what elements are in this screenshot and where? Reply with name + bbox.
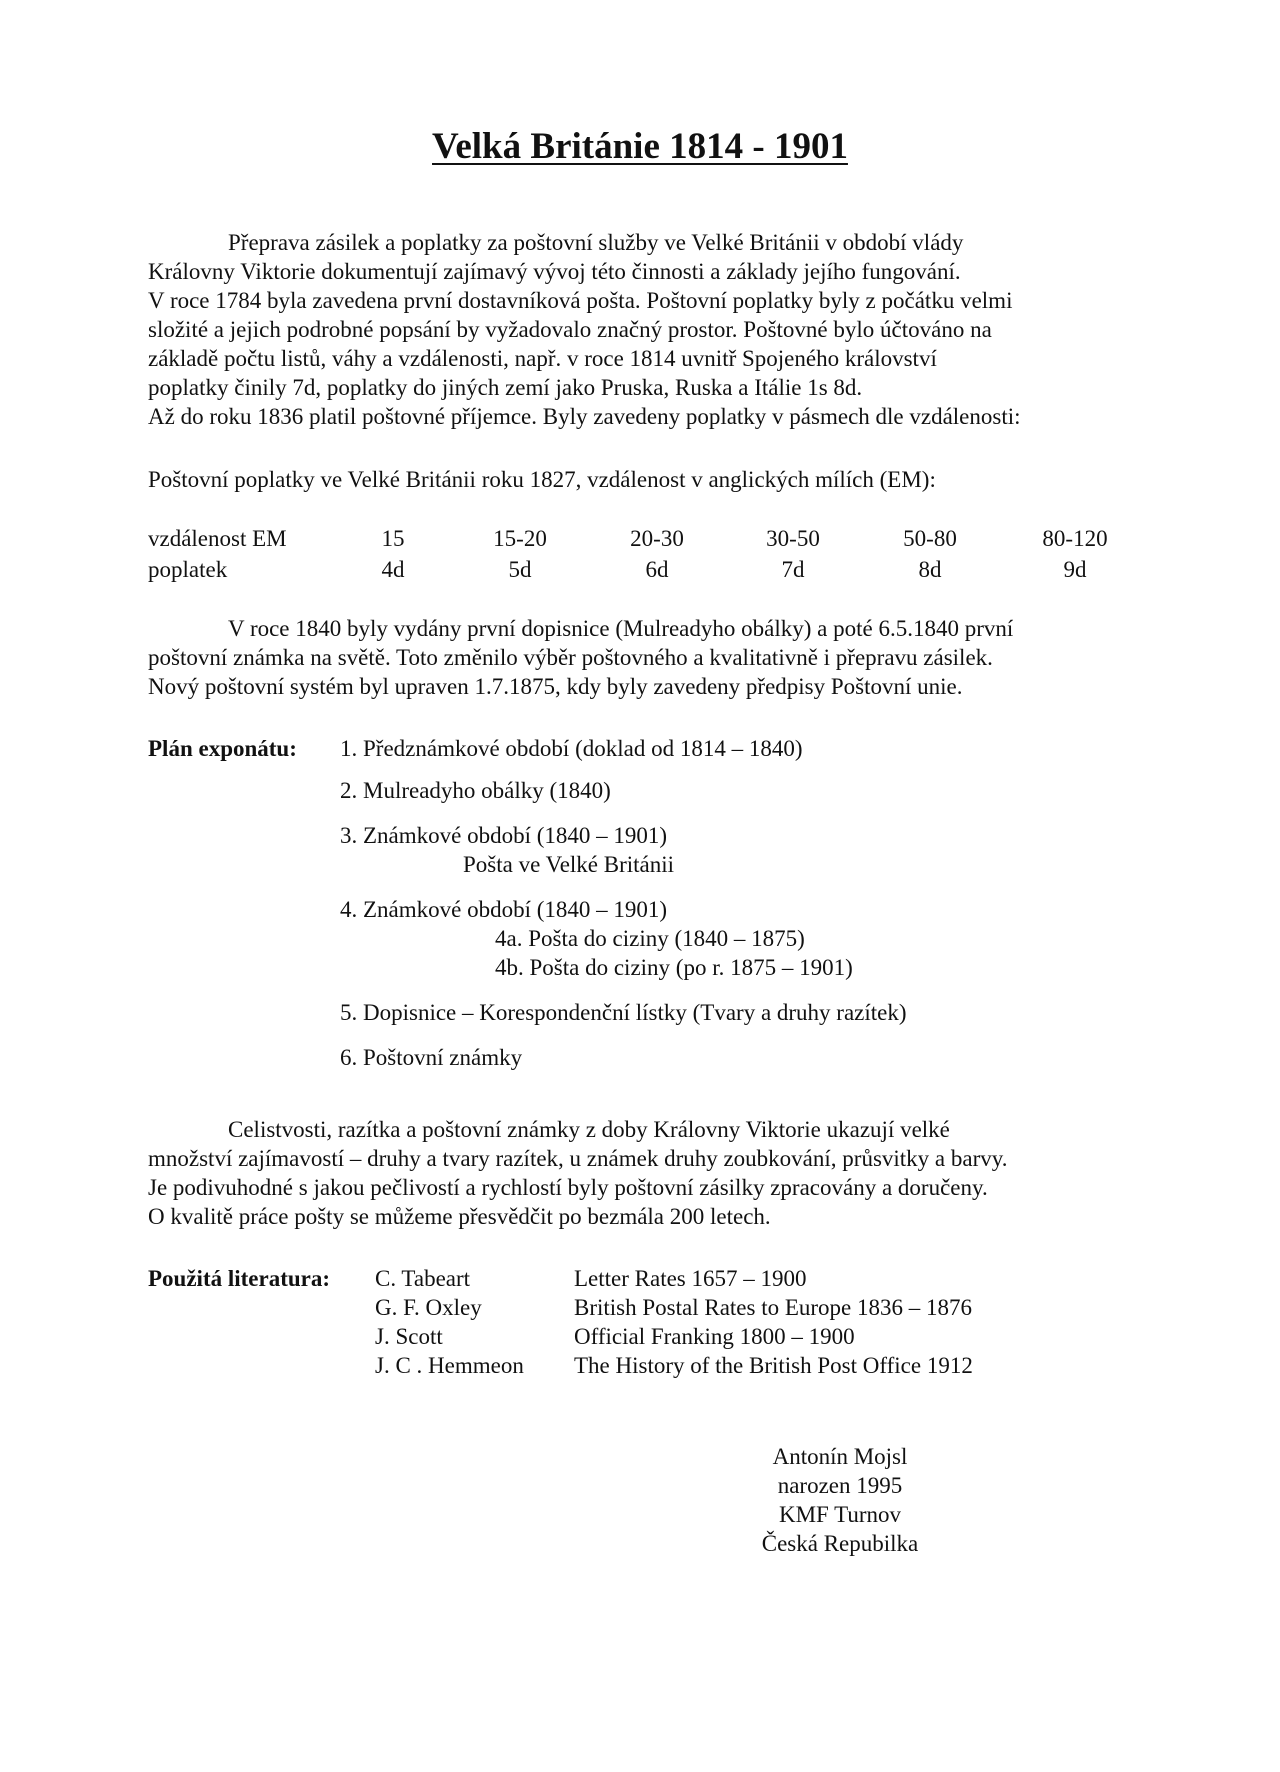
rates-row-label: vzdálenost EM — [148, 526, 287, 551]
plan-item: 3. Známkové období (1840 – 1901) — [340, 823, 668, 848]
rates-heading: Poštovní poplatky ve Velké Británii roku 1827, vzdálenost v anglických mílích (EM): — [148, 467, 936, 492]
intro-line: složité a jejich podrobné popsání by vyžadovalo značný prostor. Poštovné bylo účtováno na — [148, 317, 992, 342]
rate-cell: 6d — [645, 557, 669, 582]
para2-line: poštovní známka na světě. Toto změnilo výběr poštovného a kvalitativně i přepravu zásilek. — [148, 645, 993, 670]
para2-line: Nový poštovní systém byl upraven 1.7.1875, kdy byly zavedeny předpisy Poštovní unie. — [148, 674, 963, 699]
plan-subitem: Pošta ve Velké Británii — [463, 852, 675, 877]
distance-cell: 80-120 — [1042, 526, 1108, 551]
literature-title: Official Franking 1800 – 1900 — [574, 1324, 855, 1349]
author-birth: narozen 1995 — [777, 1473, 903, 1498]
distance-cell: 15 — [381, 526, 405, 551]
plan-subitem: 4b. Pošta do ciziny (po r. 1875 – 1901) — [495, 955, 853, 980]
distance-cell: 50-80 — [903, 526, 957, 551]
plan-item: 1. Předznámkové období (doklad od 1814 – 1840) — [340, 736, 803, 761]
signature-block — [740, 1442, 940, 1558]
rate-cell: 7d — [781, 557, 805, 582]
literature-author: J. C . Hemmeon — [375, 1353, 524, 1378]
plan-subitem: 4a. Pošta do ciziny (1840 – 1875) — [495, 926, 805, 951]
plan-item: 5. Dopisnice – Korespondenční lístky (Tvary a druhy razítek) — [340, 1000, 907, 1025]
literature-title: The History of the British Post Office 1912 — [574, 1353, 973, 1378]
para3-line: Celistvosti, razítka a poštovní známky z doby Královny Viktorie ukazují velké — [228, 1117, 950, 1142]
intro-line: Královny Viktorie dokumentují zajímavý vývoj této činnosti a základy jejího fungování. — [148, 259, 961, 284]
rates-row-label: poplatek — [148, 557, 228, 582]
author-country: Česká Repubilka — [761, 1531, 919, 1556]
literature-author: G. F. Oxley — [375, 1295, 482, 1320]
literature-author: J. Scott — [375, 1324, 443, 1349]
author-club: KMF Turnov — [778, 1502, 902, 1527]
author-name: Antonín Mojsl — [772, 1444, 908, 1469]
para3-line: O kvalitě práce pošty se můžeme přesvědčit po bezmála 200 letech. — [148, 1204, 771, 1229]
plan-item: 6. Poštovní známky — [340, 1045, 523, 1070]
plan-item: 2. Mulreadyho obálky (1840) — [340, 778, 611, 803]
distance-cell: 30-50 — [766, 526, 820, 551]
rate-cell: 5d — [508, 557, 532, 582]
distance-cell: 15-20 — [493, 526, 547, 551]
literature-label: Použitá literatura: — [148, 1266, 331, 1291]
intro-line: Přeprava zásilek a poplatky za poštovní služby ve Velké Británii v období vlády — [228, 230, 964, 255]
page-title: Velká Británie 1814 - 1901 — [432, 126, 848, 167]
para2-line: V roce 1840 byly vydány první dopisnice (Mulreadyho obálky) a poté 6.5.1840 první — [228, 616, 1014, 641]
intro-line: základě počtu listů, váhy a vzdálenosti, např. v roce 1814 uvnitř Spojeného království — [148, 346, 937, 371]
literature-author: C. Tabeart — [375, 1266, 471, 1291]
distance-cell: 20-30 — [630, 526, 684, 551]
para3-line: Je podivuhodné s jakou pečlivostí a rychlostí byly poštovní zásilky zpracovány a doručeny. — [148, 1175, 988, 1200]
rate-cell: 8d — [918, 557, 942, 582]
plan-item: 4. Známkové období (1840 – 1901) — [340, 897, 668, 922]
intro-line: Až do roku 1836 platil poštovné příjemce. Byly zavedeny poplatky v pásmech dle vzdálenosti: — [148, 404, 1021, 429]
intro-line: V roce 1784 byla zavedena první dostavníková pošta. Poštovní poplatky byly z počátku velmi — [148, 288, 1013, 313]
plan-label: Plán exponátu: — [148, 736, 297, 761]
literature-title: Letter Rates 1657 – 1900 — [574, 1266, 807, 1291]
para3-line: množství zajímavostí – druhy a tvary razítek, u známek druhy zoubkování, průsvitky a barvy. — [148, 1146, 1008, 1171]
intro-line: poplatky činily 7d, poplatky do jiných zemí jako Pruska, Ruska a Itálie 1s 8d. — [148, 375, 863, 400]
literature-title: British Postal Rates to Europe 1836 – 1876 — [574, 1295, 973, 1320]
rate-cell: 4d — [381, 557, 405, 582]
rate-cell: 9d — [1063, 557, 1087, 582]
